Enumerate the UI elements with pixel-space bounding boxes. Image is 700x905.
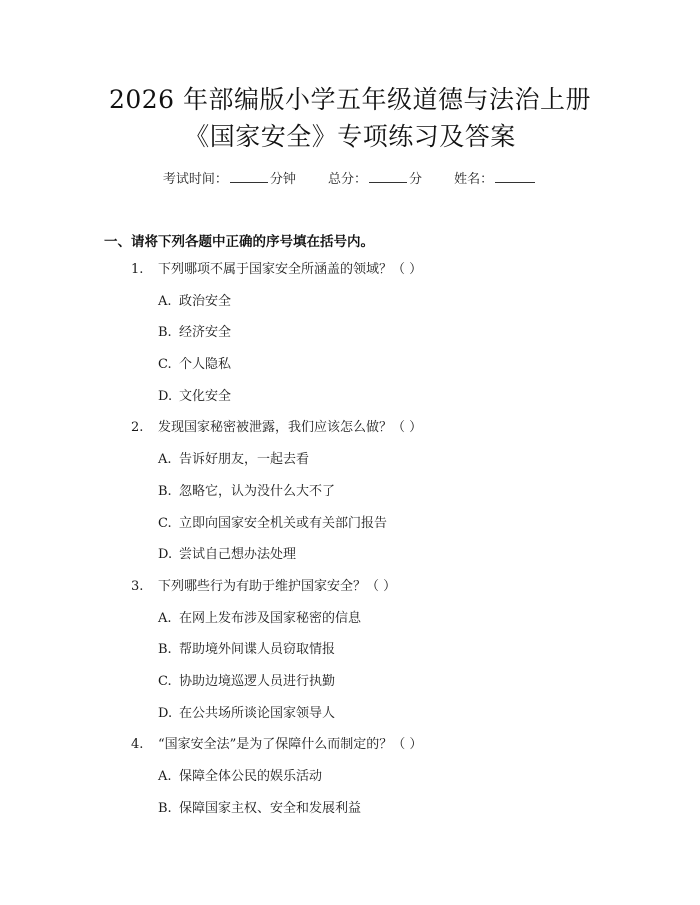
question-number: 2. [131, 420, 144, 436]
exam-time-unit: 分钟 [269, 172, 296, 187]
student-name-blank [495, 170, 535, 183]
option-text: 个人隐私 [179, 357, 232, 373]
answer-option [0, 514, 700, 546]
student-name-field [454, 168, 537, 187]
option-text: 保障全体公民的娱乐活动 [179, 769, 323, 784]
answer-option [0, 704, 700, 736]
total-score-label: 总分： [327, 172, 367, 187]
option-letter: B. [158, 483, 172, 499]
question-item [0, 735, 700, 767]
answer-option [0, 640, 700, 672]
option-letter: D. [158, 547, 173, 563]
question-item [0, 418, 700, 450]
answer-option [0, 672, 700, 704]
document-title-line-2: 《国家安全》专项练习及答案 [184, 122, 516, 151]
option-text: 在公共场所谈论国家领导人 [179, 705, 336, 721]
option-letter: D. [158, 705, 173, 721]
option-letter: C. [158, 673, 172, 689]
option-letter: A. [158, 769, 172, 784]
option-letter: C. [158, 515, 172, 531]
option-text: 尝试自己想办法处理 [179, 547, 297, 563]
total-score-unit: 分 [409, 172, 423, 187]
answer-option [0, 545, 700, 577]
option-text: 保障国家主权、安全和发展利益 [179, 800, 362, 816]
option-letter: B. [158, 325, 172, 341]
option-text: 协助边境巡逻人员进行执勤 [179, 673, 336, 689]
question-item [0, 260, 700, 292]
answer-option [0, 609, 700, 641]
answer-option [0, 450, 700, 482]
total-score-field [328, 168, 422, 187]
exam-time-blank [230, 170, 268, 183]
option-letter: A. [158, 293, 172, 309]
option-letter: B. [158, 800, 172, 816]
answer-option [0, 387, 700, 419]
exam-time-field [163, 168, 296, 187]
answer-option [0, 292, 700, 324]
question-text: 发现国家秘密被泄露，我们应该怎么做？（ ） [158, 420, 423, 436]
question-number: 1. [131, 262, 144, 277]
question-list [0, 260, 700, 830]
answer-option [0, 767, 700, 799]
student-name-label: 姓名： [454, 172, 494, 187]
total-score-blank [369, 170, 407, 183]
section-heading: 一、请将下列各题中正确的序号填在括号内。 [104, 234, 374, 250]
option-text: 经济安全 [179, 325, 232, 341]
option-text: 告诉好朋友，一起去看 [179, 452, 310, 468]
exam-info-line [0, 168, 700, 187]
option-letter: D. [158, 388, 173, 404]
option-text: 帮助境外间谍人员窃取情报 [179, 642, 336, 658]
answer-option [0, 323, 700, 355]
answer-option [0, 799, 700, 831]
question-number: 3. [131, 578, 144, 594]
exam-time-label: 考试时间： [162, 172, 228, 187]
option-letter: A. [158, 610, 172, 626]
option-letter: B. [158, 642, 172, 658]
question-text: 下列哪项不属于国家安全所涵盖的领域？（ ） [158, 262, 423, 277]
option-text: 忽略它，认为没什么大不了 [179, 483, 336, 499]
option-text: 立即向国家安全机关或有关部门报告 [179, 515, 388, 531]
answer-option [0, 355, 700, 387]
question-text: 下列哪些行为有助于维护国家安全？（ ） [158, 578, 397, 594]
option-text: 文化安全 [179, 388, 232, 404]
question-number: 4. [131, 737, 144, 753]
option-letter: C. [158, 357, 172, 373]
option-letter: A. [158, 452, 172, 468]
question-item [0, 577, 700, 609]
option-text: 政治安全 [179, 293, 232, 309]
question-text: “国家安全法”是为了保障什么而制定的？（ ） [158, 737, 423, 753]
document-title-line-1: 2026 年部编版小学五年级道德与法治上册 [108, 85, 592, 114]
option-text: 在网上发布涉及国家秘密的信息 [179, 610, 362, 626]
answer-option [0, 482, 700, 514]
